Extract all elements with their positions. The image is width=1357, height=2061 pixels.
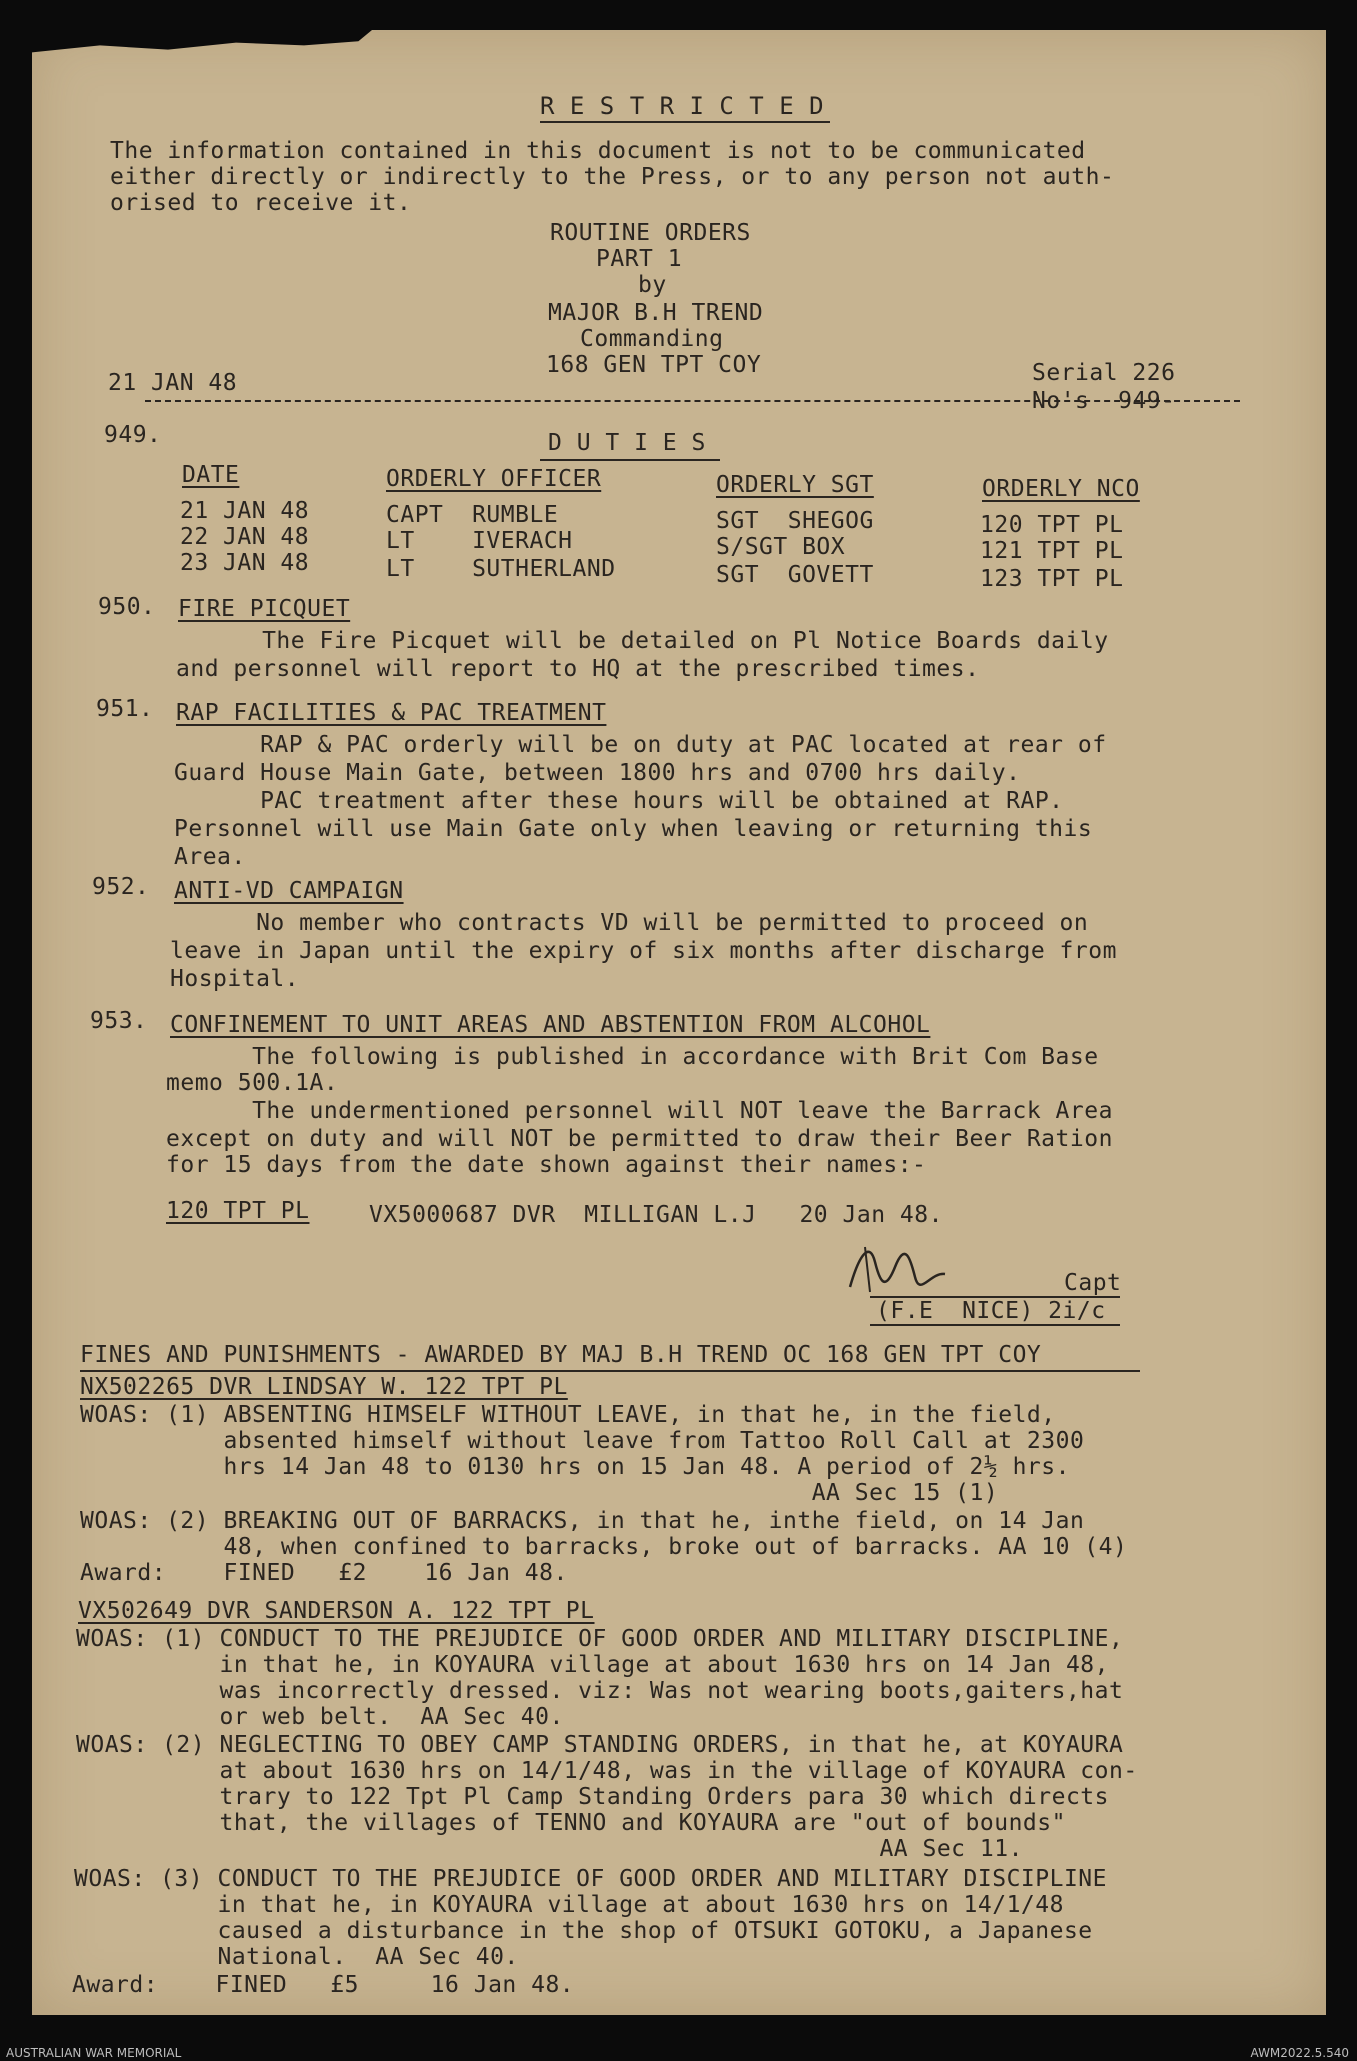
section-number-953: 953. <box>90 1008 148 1034</box>
title-by: by <box>638 272 667 298</box>
section-number-952: 952. <box>92 874 150 900</box>
section-number-951: 951. <box>96 696 154 722</box>
rap-line-1: RAP & PAC orderly will be on duty at PAC located at rear of <box>174 732 1107 758</box>
case2-line-3: was incorrectly dressed. viz: Was not wearing boots,gaiters,hat <box>76 1678 1124 1704</box>
case1-line-1: WOAS: (1) ABSENTING HIMSELF WITHOUT LEAVE, in that he, in the field, <box>80 1402 1056 1428</box>
fire-picquet-heading: FIRE PICQUET <box>178 596 351 622</box>
rap-line-2: Guard House Main Gate, between 1800 hrs and 0700 hrs daily. <box>174 760 1021 786</box>
case2-line-6: at about 1630 hrs on 14/1/48, was in the village of KOYAURA con- <box>76 1758 1138 1784</box>
duties-col-nco: ORDERLY NCO <box>982 476 1140 502</box>
duties-row2-sgt: S/SGT BOX <box>716 534 846 560</box>
notice-line-1: The information contained in this document is not to be communicated <box>110 138 1086 164</box>
duties-underline <box>540 459 720 461</box>
anti-vd-line-2: leave in Japan until the expiry of six months after discharge from <box>170 938 1117 964</box>
case2-line-1: WOAS: (1) CONDUCT TO THE PREJUDICE OF GOOD ORDER AND MILITARY DISCIPLINE, <box>76 1626 1124 1652</box>
anti-vd-line-3: Hospital. <box>170 966 300 992</box>
case2-line-8: that, the villages of TENNO and KOYAURA are "out of bounds" <box>76 1810 1066 1836</box>
confinement-line-5: for 15 days from the date shown against their names:- <box>166 1152 927 1178</box>
duties-col-officer: ORDERLY OFFICER <box>386 466 602 492</box>
confinement-line-3: The undermentioned personnel will NOT leave the Barrack Area <box>166 1098 1113 1124</box>
header-divider <box>145 400 1240 402</box>
restricted-stamp: R E S T R I C T E D <box>540 92 825 120</box>
section-number-950: 950. <box>98 594 156 620</box>
fire-picquet-line-1: The Fire Picquet will be detailed on Pl Notice Boards daily <box>176 628 1109 654</box>
case1-name: NX502265 DVR LINDSAY W. 122 TPT PL <box>80 1374 568 1400</box>
case2-line-4: or web belt. AA Sec 40. <box>76 1704 564 1730</box>
case1-line-3: hrs 14 Jan 48 to 0130 hrs on 15 Jan 48. A period of 2½ hrs. <box>80 1454 1070 1480</box>
duties-row3-officer: LT SUTHERLAND <box>386 556 616 582</box>
signature-rank: Capt <box>1064 1270 1122 1296</box>
case2-award: Award: FINED £5 16 Jan 48. <box>72 1972 575 1998</box>
duties-row1-sgt: SGT SHEGOG <box>716 508 874 534</box>
confinement-line-4: except on duty and will NOT be permitted to draw their Beer Ration <box>166 1126 1113 1152</box>
case2-line-9: AA Sec 11. <box>76 1836 1023 1862</box>
duties-row3-nco: 123 TPT PL <box>980 566 1124 592</box>
handwritten-signature <box>840 1232 950 1302</box>
case1-line-4: AA Sec 15 (1) <box>80 1480 999 1506</box>
case2-line-2: in that he, in KOYAURA village at about 1630 hrs on 14 Jan 48, <box>76 1652 1109 1678</box>
case2-line-7: trary to 122 Tpt Pl Camp Standing Orders para 30 which directs <box>76 1784 1109 1810</box>
signature-underline <box>870 1324 1120 1326</box>
order-numbers: No's 949- <box>1032 388 1176 414</box>
order-date: 21 JAN 48 <box>108 370 238 396</box>
rap-line-4: Personnel will use Main Gate only when leaving or returning this <box>174 816 1093 842</box>
rap-line-3: PAC treatment after these hours will be obtained at RAP. <box>174 788 1064 814</box>
duties-row1-nco: 120 TPT PL <box>980 512 1124 538</box>
archive-credit: AUSTRALIAN WAR MEMORIAL <box>6 2046 182 2060</box>
duties-heading: D U T I E S <box>548 430 706 456</box>
duties-row3-sgt: SGT GOVETT <box>716 562 874 588</box>
title-unit: 168 GEN TPT COY <box>546 352 762 378</box>
duties-row2-officer: LT IVERACH <box>386 528 573 554</box>
case2-line-5: WOAS: (2) NEGLECTING TO OBEY CAMP STANDING ORDERS, in that he, at KOYAURA <box>76 1732 1124 1758</box>
duties-row1-officer: CAPT RUMBLE <box>386 502 559 528</box>
duties-row3-date: 23 JAN 48 <box>180 550 310 576</box>
case2-line-13: National. AA Sec 40. <box>74 1944 519 1970</box>
case1-line-5: WOAS: (2) BREAKING OUT OF BARRACKS, in that he, inthe field, on 14 Jan <box>80 1508 1085 1534</box>
fines-heading-underline <box>80 1370 1140 1372</box>
title-routine-orders: ROUTINE ORDERS <box>550 220 751 246</box>
title-commander: MAJOR B.H TREND <box>548 300 764 326</box>
case2-line-12: caused a disturbance in the shop of OTSUKI GOTOKU, a Japanese <box>74 1918 1093 1944</box>
fines-heading: FINES AND PUNISHMENTS - AWARDED BY MAJ B.H TREND OC 168 GEN TPT COY <box>80 1342 1042 1368</box>
duties-row2-date: 22 JAN 48 <box>180 524 310 550</box>
title-commanding: Commanding <box>580 326 724 352</box>
serial-number: Serial 226 <box>1032 360 1176 386</box>
duties-row2-nco: 121 TPT PL <box>980 538 1124 564</box>
case1-line-2: absented himself without leave from Tattoo Roll Call at 2300 <box>80 1428 1085 1454</box>
duties-col-date: DATE <box>182 462 240 488</box>
rap-line-5: Area. <box>174 844 246 870</box>
case1-line-6: 48, when confined to barracks, broke out of barracks. AA 10 (4) <box>80 1534 1128 1560</box>
duties-row1-date: 21 JAN 48 <box>180 498 310 524</box>
case2-name: VX502649 DVR SANDERSON A. 122 TPT PL <box>78 1598 595 1624</box>
confinement-entry: VX5000687 DVR MILLIGAN L.J 20 Jan 48. <box>326 1202 943 1228</box>
signature-name: (F.E NICE) 2i/c <box>876 1298 1106 1324</box>
torn-edge <box>32 30 372 58</box>
anti-vd-heading: ANTI-VD CAMPAIGN <box>174 878 404 904</box>
confinement-line-2: memo 500.1A. <box>166 1070 339 1096</box>
notice-line-3: orised to receive it. <box>110 190 412 216</box>
duties-col-sgt: ORDERLY SGT <box>716 472 874 498</box>
case1-award: Award: FINED £2 16 Jan 48. <box>80 1560 568 1586</box>
archive-reference: AWM2022.5.540 <box>1250 2046 1349 2060</box>
notice-line-2: either directly or indirectly to the Press, or to any person not auth- <box>110 164 1115 190</box>
confinement-line-1: The following is published in accordance with Brit Com Base <box>166 1044 1099 1070</box>
confinement-heading: CONFINEMENT TO UNIT AREAS AND ABSTENTION FROM ALCOHOL <box>170 1012 931 1038</box>
fire-picquet-line-2: and personnel will report to HQ at the prescribed times. <box>176 656 980 682</box>
restricted-underline <box>540 121 830 123</box>
case2-line-10: WOAS: (3) CONDUCT TO THE PREJUDICE OF GOOD ORDER AND MILITARY DISCIPLINE <box>74 1866 1107 1892</box>
case2-line-11: in that he, in KOYAURA village at about 1630 hrs on 14/1/48 <box>74 1892 1064 1918</box>
confinement-entry-unit: 120 TPT PL <box>166 1198 310 1224</box>
title-part: PART 1 <box>596 246 683 272</box>
section-number-949: 949. <box>104 422 162 448</box>
rap-heading: RAP FACILITIES & PAC TREATMENT <box>176 700 607 726</box>
anti-vd-line-1: No member who contracts VD will be permitted to proceed on <box>170 910 1089 936</box>
